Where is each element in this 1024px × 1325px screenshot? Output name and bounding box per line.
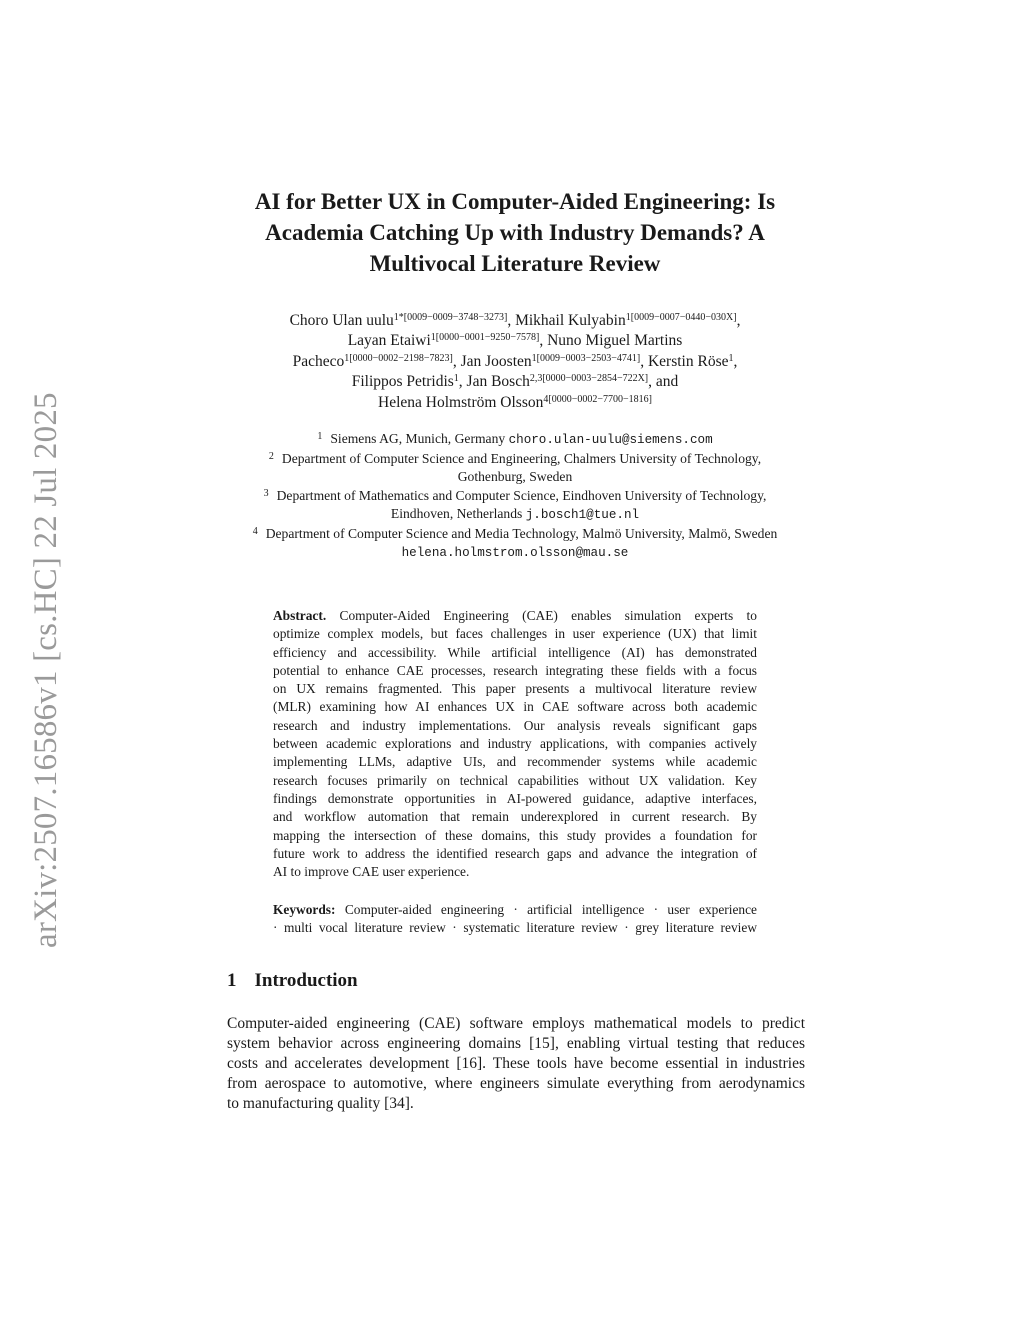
paper-title xyxy=(215,186,815,279)
affiliation-number: 1 xyxy=(317,431,323,442)
title-line: Multivocal Literature Review xyxy=(369,251,661,276)
author-name: , Kerstin Röse xyxy=(640,352,729,370)
abstract-text: Computer-Aided Engineering (CAE) enables simulation experts to xyxy=(339,608,757,623)
affiliation-line xyxy=(215,505,815,525)
author-superscript: 1 xyxy=(728,352,734,364)
abstract-line: research focuses primarily on technical capabilities without UX validation. Key xyxy=(273,772,757,788)
keywords-line: · multi vocal literature review · systematic literature review · grey literature review xyxy=(273,920,757,936)
affiliation-text: Department of Computer Science and Engineering, Chalmers University of Technology, xyxy=(281,450,762,466)
author-line xyxy=(215,311,815,331)
abstract-line: and workflow automation that remain underexplored in current research. By xyxy=(273,809,757,825)
affiliation-text: Gothenburg, Sweden xyxy=(457,469,573,484)
section-title: Introduction xyxy=(254,970,358,991)
affiliation-line xyxy=(215,543,815,563)
author-superscript: 1[0009−0003−2503−4741] xyxy=(531,352,641,364)
author-superscript: 1*[0009−0009−3748−3273] xyxy=(393,312,508,323)
author-name: , Jan Joosten xyxy=(452,352,532,370)
abstract-line: findings demonstrate opportunities in AI-powered guidance, adaptive interfaces, xyxy=(273,790,757,806)
author-name: , Mikhail Kulyabin xyxy=(507,312,626,329)
keywords-line xyxy=(273,901,757,919)
abstract-line: between academic explorations and industry applications, with companies actively xyxy=(273,736,757,752)
affiliation-text: Department of Mathematics and Computer Science, Eindhoven University of Technology, xyxy=(276,487,767,503)
author-superscript: 1[0000−0001−9250−7578] xyxy=(430,332,540,344)
paragraph-line: system behavior across engineering domains [15], enabling virtual testing that reduces xyxy=(227,1035,805,1052)
author-name: Helena Holmström Olsson xyxy=(378,393,544,411)
affiliation-line xyxy=(215,468,815,487)
email-address[interactable]: j.bosch1@tue.nl xyxy=(525,508,640,522)
author-list xyxy=(215,311,815,413)
email-address[interactable]: helena.holmstrom.olsson@mau.se xyxy=(401,546,629,560)
abstract-line: potential to enhance CAE processes, research integrating these fields with a focus xyxy=(273,662,757,678)
paragraph-line: Computer-aided engineering (CAE) software employs mathematical models to predict xyxy=(227,1015,805,1032)
affiliation-line xyxy=(215,487,815,506)
abstract-line: on UX remains fragmented. This paper presents a multivocal literature review xyxy=(273,681,757,697)
title-line: AI for Better UX in Computer-Aided Engineering: Is xyxy=(254,189,776,214)
paragraph-line: costs and accelerates development [16]. These tools have become essential in industries xyxy=(227,1055,805,1072)
abstract-line: AI to improve CAE user experience. xyxy=(273,864,470,880)
author-separator: , and xyxy=(648,373,679,391)
affiliation-number: 2 xyxy=(268,450,274,462)
abstract-line: efficiency and accessibility. While artificial intelligence (AI) has demonstrated xyxy=(273,644,757,660)
author-superscript: 1 xyxy=(453,373,459,385)
author-name: Choro Ulan uulu xyxy=(289,312,394,329)
affiliation-text: Siemens AG, Munich, Germany xyxy=(330,431,506,446)
email-address[interactable]: choro.ulan-uulu@siemens.com xyxy=(508,433,713,447)
keywords xyxy=(273,901,757,938)
author-name: Layan Etaiwi xyxy=(347,332,431,350)
introduction-paragraph xyxy=(227,1014,805,1114)
author-superscript: 1[0000−0002−2198−7823] xyxy=(344,352,453,364)
affiliation-text: Eindhoven, Netherlands xyxy=(390,506,523,521)
abstract xyxy=(273,607,757,881)
arxiv-identifier: arXiv:2507.16586v1 [cs.HC] 22 Jul 2025 xyxy=(28,392,64,948)
title-line: Academia Catching Up with Industry Demands? A xyxy=(265,220,765,245)
author-name: , Jan Bosch xyxy=(458,373,530,391)
affiliation-number: 3 xyxy=(263,487,269,499)
affiliation-number: 4 xyxy=(252,525,258,537)
paragraph-line: to manufacturing quality [34]. xyxy=(227,1095,414,1112)
affiliation-line xyxy=(215,525,815,544)
author-name: , Nuno Miguel Martins xyxy=(539,332,683,350)
paragraph-line: from aerospace to automotive, where engineers simulate everything from aerodynamics xyxy=(227,1075,805,1092)
author-superscript: 1[0009−0007−0440−030X] xyxy=(625,312,737,323)
arxiv-stamp xyxy=(20,378,72,948)
abstract-line: implementing LLMs, adaptive UIs, and recommender systems while academic xyxy=(273,754,757,770)
keywords-label: Keywords: xyxy=(273,902,336,917)
abstract-line: (MLR) examining how AI enhances UX in CAE software across both academic xyxy=(273,699,757,715)
author-name: Pacheco xyxy=(292,352,345,370)
section-number: 1 xyxy=(227,970,237,991)
author-separator: , xyxy=(733,352,738,370)
affiliation-line xyxy=(215,450,815,469)
affiliation-list xyxy=(215,430,815,563)
section-heading xyxy=(227,970,358,992)
author-line xyxy=(215,331,815,351)
affiliation-text: Department of Computer Science and Media Technology, Malmö University, Malmö, Sweden xyxy=(265,525,778,541)
author-line xyxy=(215,372,815,392)
abstract-line: mapping the intersection of these domains, this study provides a foundation for xyxy=(273,827,757,843)
author-name: Filippos Petridis xyxy=(351,373,454,391)
abstract-label: Abstract. xyxy=(273,608,327,623)
abstract-line: research and industry implementations. Our analysis reveals significant gaps xyxy=(273,717,757,733)
abstract-line xyxy=(273,607,757,625)
author-line xyxy=(215,393,815,413)
author-superscript: 4[0000−0002−7700−1816] xyxy=(543,393,652,405)
abstract-line: optimize complex models, but faces challenges in user experience (UX) that limit xyxy=(273,626,757,642)
keywords-text: Computer-aided engineering · artificial intelligence · user experience xyxy=(344,902,757,917)
affiliation-line xyxy=(215,430,815,450)
abstract-line: future work to address the identified research gaps and advance the integration of xyxy=(273,845,757,861)
author-line xyxy=(215,352,815,372)
author-separator: , xyxy=(736,312,741,329)
author-superscript: 2,3[0000−0003−2854−722X] xyxy=(529,373,649,385)
